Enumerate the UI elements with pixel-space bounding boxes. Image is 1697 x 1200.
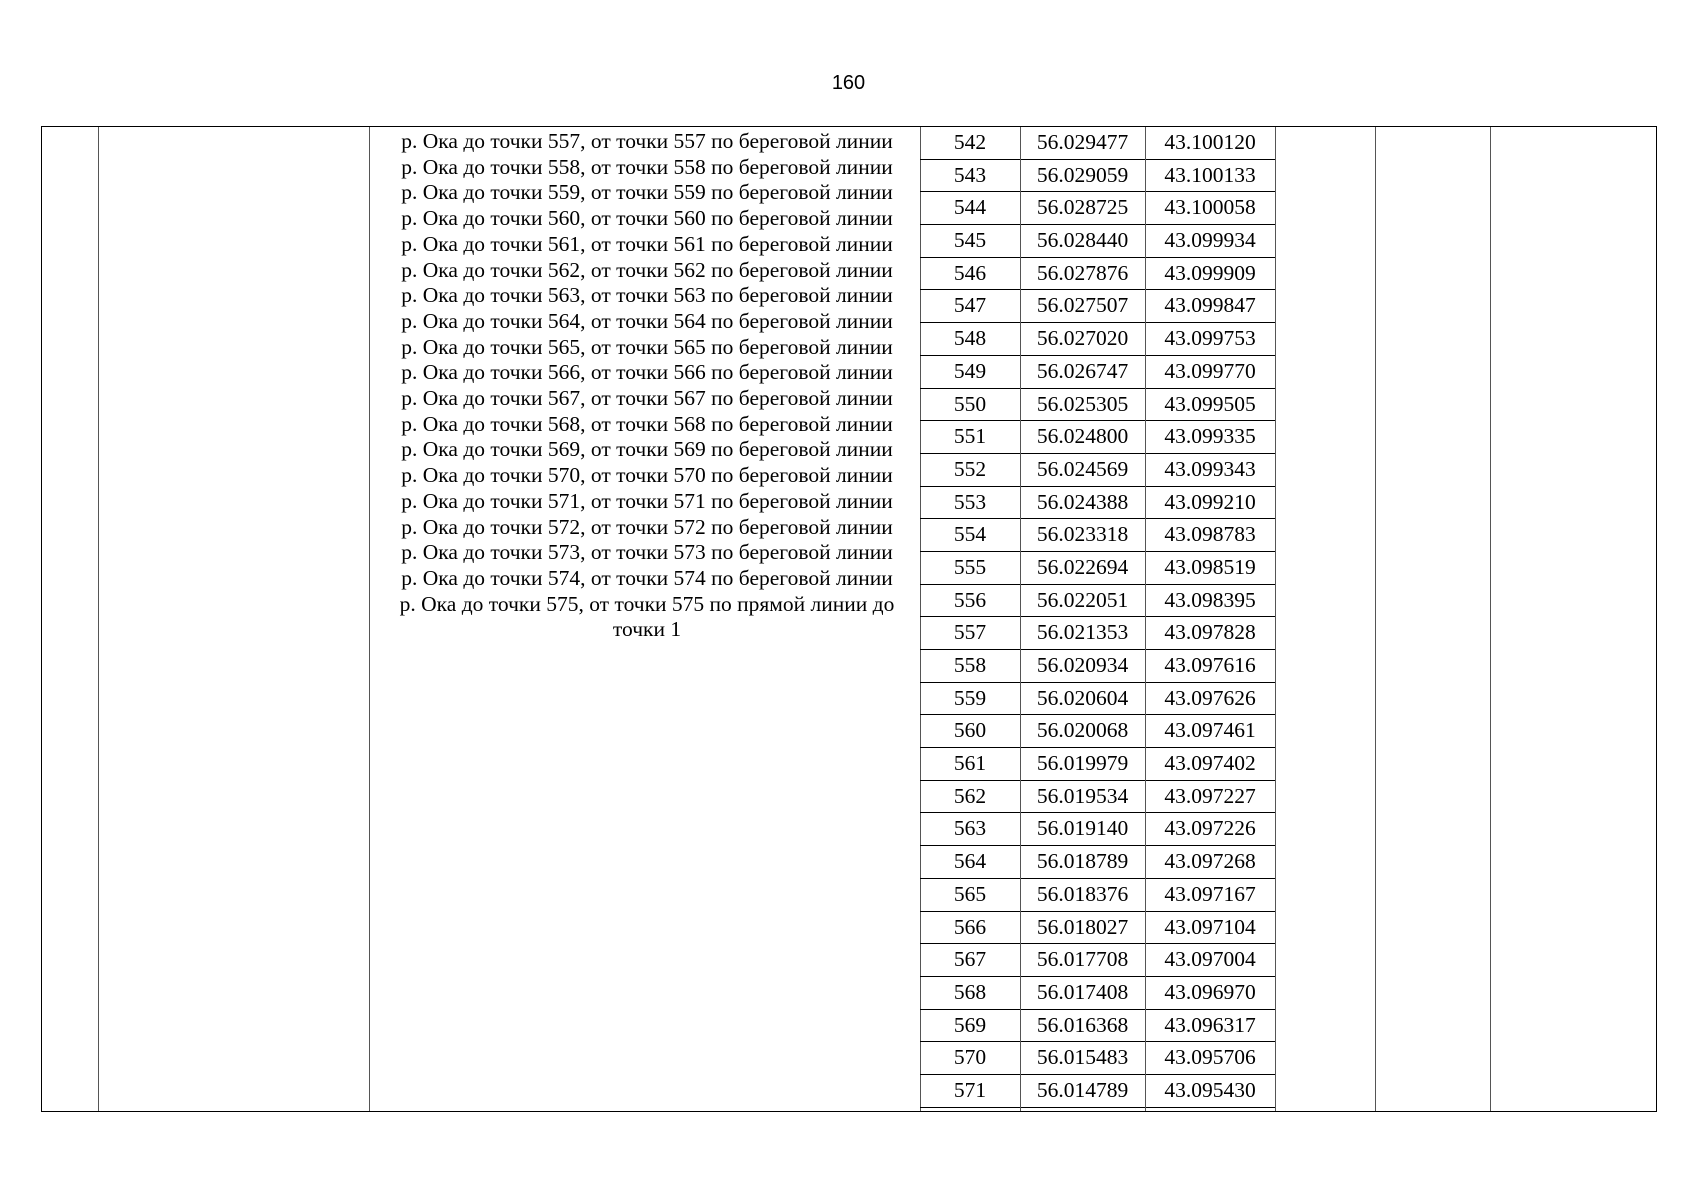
point-number: 544 bbox=[953, 195, 987, 220]
latitude-value: 56.029477 bbox=[1036, 130, 1129, 154]
point-number: 560 bbox=[953, 718, 987, 743]
point-number: 549 bbox=[953, 358, 987, 383]
column-divider bbox=[98, 127, 99, 1111]
point-number: 555 bbox=[953, 554, 987, 579]
longitude-value: 43.097828 bbox=[1164, 620, 1256, 645]
table-row bbox=[920, 519, 1275, 552]
table-row bbox=[920, 225, 1275, 258]
table-row bbox=[920, 813, 1275, 846]
table-row bbox=[920, 192, 1275, 225]
table-row bbox=[920, 715, 1275, 748]
description-line: р. Ока до точки 560, от точки 560 по береговой линии bbox=[401, 206, 893, 231]
longitude-value: 43.096317 bbox=[1164, 1012, 1256, 1037]
latitude-value: 56.028440 bbox=[1036, 228, 1129, 253]
latitude-value: 56.018027 bbox=[1036, 914, 1129, 939]
longitude-value: 43.098395 bbox=[1164, 587, 1256, 612]
latitude-value: 56.017408 bbox=[1036, 979, 1129, 1004]
longitude-value: 43.098519 bbox=[1164, 554, 1256, 579]
latitude-value: 56.018789 bbox=[1036, 849, 1129, 874]
table-row bbox=[920, 585, 1275, 618]
point-number: 543 bbox=[953, 162, 987, 187]
latitude-value: 56.024388 bbox=[1036, 489, 1129, 514]
description-line: р. Ока до точки 573, от точки 573 по береговой линии bbox=[401, 540, 893, 565]
table-row bbox=[920, 1010, 1275, 1043]
table-row bbox=[920, 258, 1275, 291]
description-line: р. Ока до точки 558, от точки 558 по береговой линии bbox=[401, 154, 893, 179]
longitude-value: 43.099505 bbox=[1164, 391, 1256, 416]
point-number: 558 bbox=[953, 653, 987, 677]
longitude-value: 43.100120 bbox=[1164, 130, 1256, 154]
point-number: 566 bbox=[953, 914, 987, 939]
column-divider bbox=[1020, 127, 1021, 1111]
latitude-value: 56.026747 bbox=[1036, 358, 1129, 383]
description-line: р. Ока до точки 567, от точки 567 по береговой линии bbox=[401, 386, 893, 411]
point-number: 552 bbox=[953, 456, 987, 481]
point-number: 565 bbox=[953, 881, 987, 906]
longitude-value: 43.098783 bbox=[1164, 522, 1256, 547]
point-number: 557 bbox=[953, 620, 987, 645]
point-number: 542 bbox=[953, 130, 987, 154]
coordinate-list bbox=[920, 127, 1275, 1111]
table-row bbox=[920, 977, 1275, 1010]
point-number: 563 bbox=[953, 816, 987, 841]
longitude-value: 43.099770 bbox=[1164, 358, 1256, 383]
latitude-value: 56.018376 bbox=[1036, 881, 1129, 906]
longitude-value: 43.099343 bbox=[1164, 456, 1256, 481]
description-line: р. Ока до точки 559, от точки 559 по береговой линии bbox=[401, 180, 893, 205]
table-row bbox=[920, 1042, 1275, 1075]
description-line: р. Ока до точки 557, от точки 557 по береговой линии bbox=[401, 129, 893, 153]
point-number: 562 bbox=[953, 783, 987, 808]
latitude-value: 56.027020 bbox=[1036, 326, 1129, 351]
latitude-value: 56.019534 bbox=[1036, 783, 1129, 808]
point-number: 568 bbox=[953, 979, 987, 1004]
point-number: 570 bbox=[953, 1045, 987, 1070]
description-line: р. Ока до точки 569, от точки 569 по береговой линии bbox=[401, 437, 893, 462]
latitude-value: 56.015483 bbox=[1036, 1045, 1129, 1070]
point-number: 550 bbox=[953, 391, 987, 416]
table-row bbox=[920, 781, 1275, 814]
table-row bbox=[920, 912, 1275, 945]
latitude-value: 56.023318 bbox=[1036, 522, 1129, 547]
description-line: р. Ока до точки 561, от точки 561 по береговой линии bbox=[401, 231, 893, 256]
longitude-value: 43.096970 bbox=[1164, 979, 1256, 1004]
description-line: р. Ока до точки 570, от точки 570 по береговой линии bbox=[401, 463, 893, 488]
latitude-value: 56.014789 bbox=[1036, 1077, 1129, 1102]
table-row bbox=[920, 552, 1275, 585]
latitude-value: 56.021353 bbox=[1036, 620, 1129, 645]
table-row bbox=[920, 748, 1275, 781]
longitude-value: 43.097461 bbox=[1164, 718, 1256, 743]
longitude-value: 43.097402 bbox=[1164, 751, 1256, 776]
table-row bbox=[920, 617, 1275, 650]
longitude-value: 43.097226 bbox=[1164, 816, 1256, 841]
longitude-value: 43.097004 bbox=[1164, 947, 1256, 972]
table-row bbox=[920, 290, 1275, 323]
latitude-value: 56.019979 bbox=[1036, 751, 1129, 776]
point-number: 554 bbox=[953, 522, 987, 547]
description-line: р. Ока до точки 564, от точки 564 по береговой линии bbox=[401, 308, 893, 333]
boundary-table bbox=[41, 126, 1657, 1112]
latitude-value: 56.020068 bbox=[1036, 718, 1129, 743]
longitude-value: 43.100133 bbox=[1164, 162, 1256, 187]
point-number: 567 bbox=[953, 947, 987, 972]
point-number: 571 bbox=[953, 1077, 987, 1102]
description-line: точки 1 bbox=[612, 617, 682, 642]
table-row bbox=[920, 650, 1275, 683]
longitude-value: 43.095430 bbox=[1164, 1077, 1256, 1102]
latitude-value: 56.020604 bbox=[1036, 685, 1129, 710]
description-line: р. Ока до точки 575, от точки 575 по прямой линии до bbox=[399, 591, 895, 616]
point-number: 551 bbox=[953, 424, 987, 449]
table-row bbox=[920, 323, 1275, 356]
page-number: 160 bbox=[831, 72, 866, 94]
latitude-value: 56.017708 bbox=[1036, 947, 1129, 972]
table-row bbox=[920, 421, 1275, 454]
point-number: 556 bbox=[953, 587, 987, 612]
point-number: 564 bbox=[953, 849, 987, 874]
table-row bbox=[920, 127, 1275, 160]
longitude-value: 43.097626 bbox=[1164, 685, 1256, 710]
description-line: р. Ока до точки 571, от точки 571 по береговой линии bbox=[401, 488, 893, 513]
table-row bbox=[920, 389, 1275, 422]
table-row bbox=[920, 846, 1275, 879]
latitude-value: 56.022694 bbox=[1036, 554, 1129, 579]
longitude-value: 43.097268 bbox=[1164, 849, 1256, 874]
column-divider bbox=[1490, 127, 1491, 1111]
table-row bbox=[920, 356, 1275, 389]
point-number: 561 bbox=[953, 751, 987, 776]
column-divider bbox=[1375, 127, 1376, 1111]
latitude-value: 56.022051 bbox=[1036, 587, 1129, 612]
latitude-value: 56.025305 bbox=[1036, 391, 1129, 416]
longitude-value: 43.097167 bbox=[1164, 881, 1256, 906]
point-number: 569 bbox=[953, 1012, 987, 1037]
column-divider bbox=[1275, 127, 1276, 1111]
longitude-value: 43.097227 bbox=[1164, 783, 1256, 808]
description-line: р. Ока до точки 574, от точки 574 по береговой линии bbox=[401, 565, 893, 590]
description-line: р. Ока до точки 565, от точки 565 по береговой линии bbox=[401, 334, 893, 359]
longitude-value: 43.100058 bbox=[1164, 195, 1256, 220]
point-number: 547 bbox=[953, 293, 987, 318]
table-row bbox=[920, 683, 1275, 716]
latitude-value: 56.024800 bbox=[1036, 424, 1129, 449]
latitude-value: 56.027876 bbox=[1036, 260, 1129, 285]
description-line: р. Ока до точки 562, от точки 562 по береговой линии bbox=[401, 257, 893, 282]
latitude-value: 56.016368 bbox=[1036, 1012, 1129, 1037]
latitude-value: 56.020934 bbox=[1036, 653, 1129, 677]
latitude-value: 56.024569 bbox=[1036, 456, 1129, 481]
description-line: р. Ока до точки 572, от точки 572 по береговой линии bbox=[401, 514, 893, 539]
table-row bbox=[920, 1075, 1275, 1108]
latitude-value: 56.027507 bbox=[1036, 293, 1129, 318]
longitude-value: 43.097616 bbox=[1164, 653, 1256, 677]
table-row bbox=[920, 879, 1275, 912]
longitude-value: 43.099934 bbox=[1164, 228, 1256, 253]
point-number: 546 bbox=[953, 260, 987, 285]
table-row bbox=[920, 487, 1275, 520]
point-number: 545 bbox=[953, 228, 987, 253]
longitude-value: 43.099847 bbox=[1164, 293, 1256, 318]
point-number: 553 bbox=[953, 489, 987, 514]
longitude-value: 43.099909 bbox=[1164, 260, 1256, 285]
point-number: 548 bbox=[953, 326, 987, 351]
longitude-value: 43.099210 bbox=[1164, 489, 1256, 514]
longitude-value: 43.099753 bbox=[1164, 326, 1256, 351]
column-divider bbox=[1145, 127, 1146, 1111]
longitude-value: 43.095706 bbox=[1164, 1045, 1256, 1070]
boundary-description bbox=[369, 127, 925, 643]
point-number: 559 bbox=[953, 685, 987, 710]
latitude-value: 56.019140 bbox=[1036, 816, 1129, 841]
description-line: р. Ока до точки 563, от точки 563 по береговой линии bbox=[401, 283, 893, 308]
table-row bbox=[920, 454, 1275, 487]
latitude-value: 56.029059 bbox=[1036, 162, 1129, 187]
description-line: р. Ока до точки 566, от точки 566 по береговой линии bbox=[401, 360, 893, 385]
longitude-value: 43.099335 bbox=[1164, 424, 1256, 449]
table-row bbox=[920, 160, 1275, 193]
latitude-value: 56.028725 bbox=[1036, 195, 1129, 220]
description-line: р. Ока до точки 568, от точки 568 по береговой линии bbox=[401, 411, 893, 436]
longitude-value: 43.097104 bbox=[1164, 914, 1256, 939]
table-row bbox=[920, 944, 1275, 977]
